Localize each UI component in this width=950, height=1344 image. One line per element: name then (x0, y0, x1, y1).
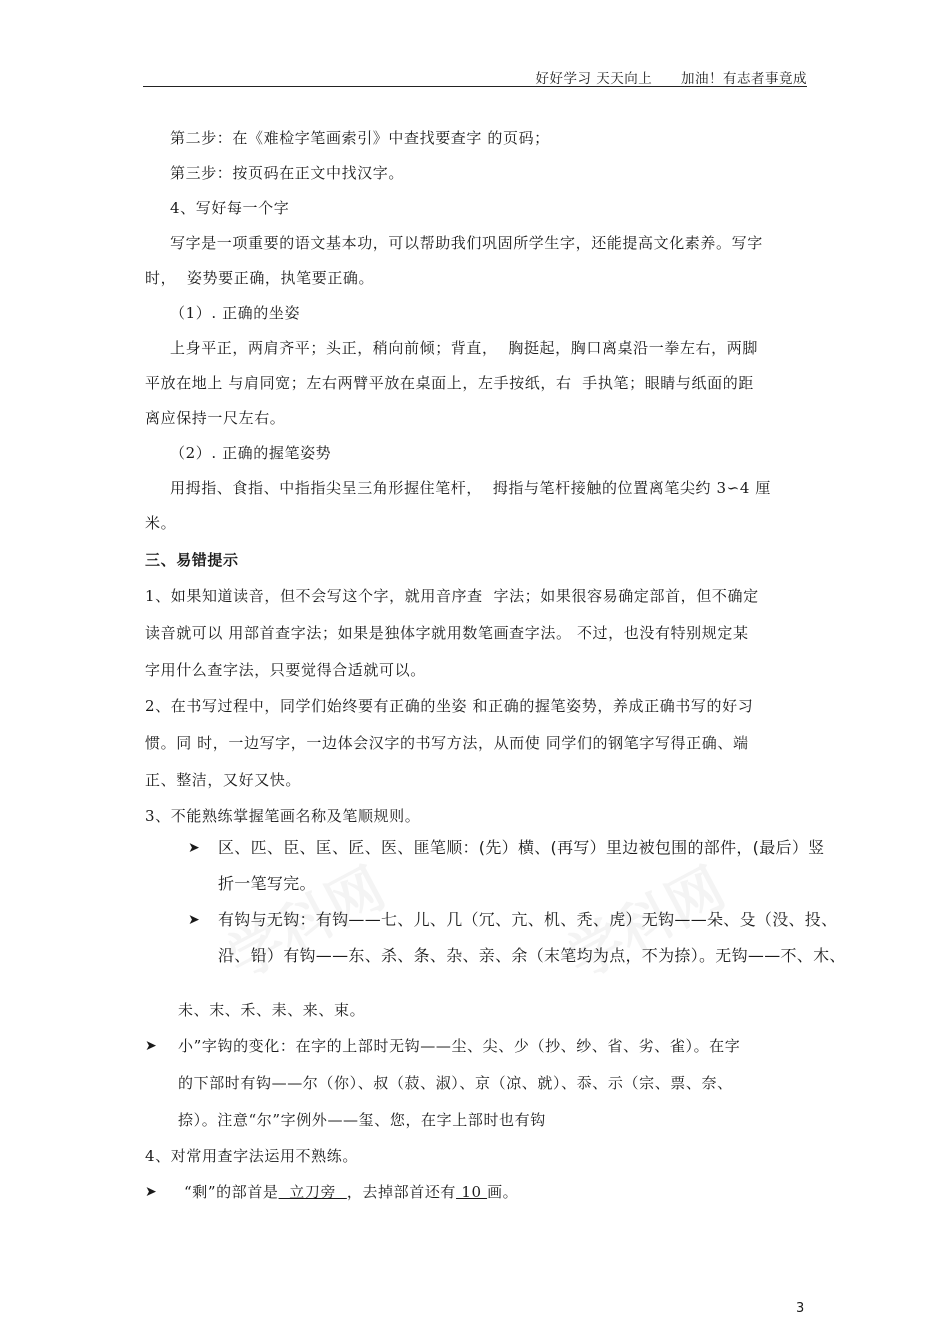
header-motto-right: 加油！有志者事竟成 (681, 71, 807, 87)
paragraph-line: 时， 姿势要正确，执笔要正确。 (145, 269, 375, 287)
header-rule (143, 86, 807, 87)
step-three-line: 第三步：按页码在正文中找汉字。 (170, 164, 405, 182)
page-header (535, 67, 807, 87)
header-motto-left: 好好学习 天天向上 (535, 71, 653, 87)
bullet-text: 的下部时有钩——尔（你）、叔（菽、淑）、京（凉、就）、忝、示（宗、票、奈、 (178, 1074, 733, 1092)
exercise-prompt: 画。 (487, 1183, 519, 1201)
page-number: 3 (796, 1301, 805, 1316)
subheading-pen-grip: （2）. 正确的握笔姿势 (170, 444, 332, 462)
subheading-sitting-posture: （1）. 正确的坐姿 (170, 304, 301, 322)
section-heading-write-well: 4、写好每一个字 (170, 199, 290, 217)
bullet-text: 沿、铅）有钩——东、杀、条、杂、亲、余（末笔均为点，不为捺）。无钩——不、木、 (218, 946, 846, 965)
exercise-prompt: “剩”的部首是 (184, 1183, 279, 1201)
section-heading-tips: 三、易错提示 (145, 551, 239, 569)
bullet-arrow-icon: ➤ (145, 1038, 157, 1054)
paragraph-line: 写字是一项重要的语文基本功，可以帮助我们巩固所学生字，还能提高文化素养。写字 (170, 234, 763, 252)
paragraph-line: 惯。同 时，一边写字，一边体会汉字的书写方法，从而使 同学们的钢笔字写得正确、端 (145, 734, 749, 752)
bullet-text: 捺）。注意“尔”字例外——玺、您，在字上部时也有钩 (178, 1111, 546, 1129)
answer-stroke-count: 10 (456, 1183, 488, 1201)
paragraph-line: 3、不能熟练掌握笔画名称及笔顺规则。 (145, 807, 421, 825)
exercise-line (184, 1182, 518, 1202)
paragraph-line: 米。 (145, 514, 177, 532)
step-two-line: 第二步：在《难检字笔画索引》中查找要查字 的页码； (170, 129, 550, 147)
bullet-text: 区、匹、臣、匡、匠、医、匪笔顺：(先）横、(再写）里边被包围的部件，(最后）竖 (218, 838, 825, 857)
bullet-text: 有钩与无钩：有钩——七、儿、几（冗、亢、机、秃、虎）无钩——朵、殳（没、投、 (218, 910, 838, 929)
bullet-arrow-icon: ➤ (188, 840, 200, 856)
paragraph-line: 4、对常用查字法运用不熟练。 (145, 1147, 358, 1165)
answer-radical: 立刀旁 (278, 1183, 347, 1201)
paragraph-line: 1、如果知道读音，但不会写这个字，就用音序查 字法；如果很容易确定部首，但不确定 (145, 587, 759, 605)
paragraph-line: 正、整洁，又好又快。 (145, 771, 302, 789)
bullet-arrow-icon: ➤ (145, 1184, 157, 1200)
paragraph-line: 未、末、禾、耒、来、束。 (178, 1001, 366, 1019)
paragraph-line: 字用什么查字法，只要觉得合适就可以。 (145, 661, 426, 679)
paragraph-line: 平放在地上 与肩同宽；左右两臂平放在桌面上，左手按纸，右 手执笔；眼睛与纸面的距 (145, 374, 754, 392)
paragraph-line: 读音就可以 用部首查字法；如果是独体字就用数笔画查字法。 不过，也没有特别规定某 (145, 624, 749, 642)
paragraph-line: 2、在书写过程中，同学们始终要有正确的坐姿 和正确的握笔姿势，养成正确书写的好习 (145, 697, 754, 715)
bullet-text: 折一笔写完。 (218, 874, 316, 893)
exercise-prompt: ，去掉部首还有 (346, 1183, 457, 1201)
bullet-arrow-icon: ➤ (188, 912, 200, 928)
paragraph-line: 离应保持一尺左右。 (145, 409, 286, 427)
paragraph-line: 用拇指、食指、中指指尖呈三角形握住笔杆， 拇指与笔杆接触的位置离笔尖约 3∽4 厘 (170, 479, 771, 497)
bullet-text: 小”字钩的变化：在字的上部时无钩——尘、尖、少（抄、纱、省、劣、雀）。在字 (178, 1037, 741, 1055)
paragraph-line: 上身平正，两肩齐平；头正，稍向前倾；背直， 胸挺起，胸口离桌沿一拳左右，两脚 (170, 339, 758, 357)
